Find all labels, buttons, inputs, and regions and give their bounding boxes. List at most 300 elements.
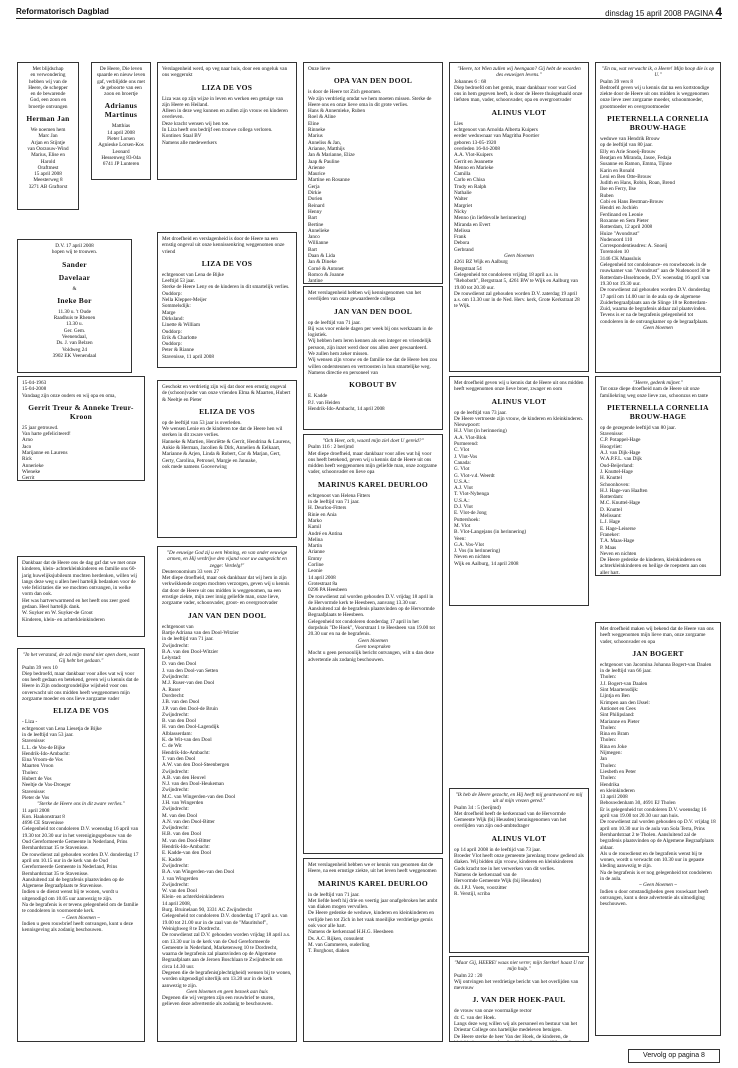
ad-eliza-line: - Liza - xyxy=(22,719,38,726)
ad-jan3-line: Wij ontvingen het verdrietige bericht van het overlijden van mevrouw xyxy=(454,978,579,992)
ad-jan-line: B. van den Dool xyxy=(162,718,197,725)
ad-pieternella-line: Elly en Arie Snoeij-Brouw xyxy=(600,148,656,155)
header-date: dinsdag 15 april 2008 xyxy=(605,9,682,18)
ad-sander-line: Ds. J. van Belzen xyxy=(56,340,93,347)
ad-herman-line: We noemen hem xyxy=(30,127,66,134)
ad-pieternella-line: Judith en Hans, Robin, Roan, Brend xyxy=(600,180,675,187)
ad-eliza-line: Hubert de Vos xyxy=(22,776,52,783)
ad-jan-line: Zwijndrecht: xyxy=(162,862,189,869)
ad-gerrit-line: 15-04-2008 xyxy=(22,386,47,393)
ad-sander-line: & xyxy=(72,285,77,292)
ad-eliza-line: Maarten Vroon xyxy=(22,763,54,770)
ad-bogert-line: Sint Maartensdijk: xyxy=(600,687,639,694)
ad-eliza3-line: Geschokt en verdrietig zijn wij dat door een ernstig ongeval de (schoon)vader van onze vrienden Elma & Maarten, Hubert & Neeltje en Pieter xyxy=(162,384,291,403)
ad-pieternella-line: Susanne en Ramon, Emma, Tijnne xyxy=(600,161,672,168)
ad-adrianus-line: Agnieske Lorsen-Kos xyxy=(98,142,144,149)
ad-opa-line: Gerja xyxy=(308,183,320,190)
ad-pieternella2-line: W.A.P.F.L. van Dijk xyxy=(600,456,642,463)
ad-liza2-line: Met droefheid en verslagenheid is door de Heere na een ernstig ongeval uit onze kennissenkring weggenomen onze vriend xyxy=(162,236,285,255)
ad-pieternella2-line: "Heere, gedenk mijner." xyxy=(633,380,683,386)
ad-alinus3-line: Broeder Vlot heeft onze gemeente jarenlang trouw gediend als diaken. Wij bidden zijn vrouw, kinderen en kleinkinderen Gods kracht toe in het verwerken van dit verlies. xyxy=(454,853,584,872)
ad-adrianus-line: Leonard xyxy=(112,148,130,155)
ad-marinus-line: Met diepe droefheid, maar dankbaar voor alles wat hij voor ons heeft betekend, geven wij u kennis dat de Heere uit ons midden heeft weggenomen mijn geliefde man, onze zorgzame vader, schoonvader en lieve opa xyxy=(308,450,437,476)
ad-alinus2-line: J. Vlot-Vos xyxy=(454,453,478,460)
ad-herman-line: en verwondering xyxy=(30,72,66,79)
ad-dank-line: Kinderen, klein- en achterkleinkinderen xyxy=(22,616,105,623)
ad-jan3-line: Psalm 22 : 20 xyxy=(454,972,483,979)
ad-pieternella-line: 3146 CK Maassluis xyxy=(600,255,641,262)
ad-alinus-line: overleden 16-04-2008 xyxy=(454,145,500,152)
ad-pieternella-line: Ruben xyxy=(600,192,614,199)
ad-marinus-line: Emmy xyxy=(308,555,322,562)
ad-jan2-line: Wij wensen zijn vrouw en de familie toe dat de Heere hen zou willen ondersteunen en vertroosten in hun smartelijke weg. xyxy=(308,357,438,370)
ad-pieternella2-line: L.J. Hage xyxy=(600,519,621,526)
ad-pieternella-line: op de leeftijd van 80 jaar. xyxy=(600,142,653,149)
ad-opa-line: Willianne xyxy=(308,240,329,247)
ad-alinus2-line: A.J. Vlot xyxy=(454,485,473,492)
ad-marinus-line: Melina xyxy=(308,536,323,543)
ad-jan2-line: P.J. van Heiden xyxy=(308,399,340,406)
ad-liza2-line: Nella Klepper-Meijer xyxy=(162,297,207,304)
ad-bogert-line: J.J. Bogert-van Daalen xyxy=(600,680,648,687)
ad-jan-line: Hendrik-Ido-Ambacht: xyxy=(162,749,210,756)
ad-gerrit-line: Annerieke xyxy=(22,462,44,469)
ad-marinus-line: "Och Heer, och, waard mijn ziel doet U gereid?" xyxy=(322,438,424,444)
ad-alinus-line: Geen bloemen xyxy=(504,253,534,260)
ad-marinus-line: 0296 PA Heesbeen xyxy=(308,587,347,594)
ad-eliza-line: 11 april 2008 xyxy=(22,807,50,814)
ad-marinus-line: MARINUS KAREL DEURLOO xyxy=(317,479,429,489)
ad-alinus3-line: ds. J.P.J. Voets, voorzitter xyxy=(454,884,507,891)
ad-eliza-line: L.L. de Vos-de Bijke xyxy=(22,744,66,751)
ad-bogert-line: De rouwdienst zal worden gehouden op D.V. vrijdag 18 april om 10.30 uur in de aula van Sola Terra, Prins Bernhardstraat 2 te Tholen. Aansluitend zal de begrafenis plaatsvinden op de Algemene Begraafplaats aldaar. xyxy=(600,819,716,851)
ad-eliza-line: Gelegenheid tot condoleren D.V. woensdag 16 april van 19.30 tot 20.30 uur in het verenigingsgebouw van de Oud Gereformeerde Gemeente in Nederland, Prins Bernhardstraat 15 te Stavenisse. xyxy=(22,826,139,852)
page-header xyxy=(16,5,722,18)
ad-jan-line: M.J. Ruser-van den Dool xyxy=(162,680,215,687)
ad-gerrit-line: Jaco xyxy=(22,443,32,450)
ad-bogert-line: Er is gelegenheid tot condoleren D.V. woensdag 16 april van 19.00 tot 20.30 uur aan huis. xyxy=(600,806,707,820)
ad-sander-line: 13.30 u. xyxy=(66,321,83,328)
ad-liza1-line: Alleen in deze weg kunnen en zullen zijn vrouw en kinderen overleven. xyxy=(162,108,288,121)
ad-jan-line: J. van den Dool-van Setten xyxy=(162,667,219,674)
ad-alinus-line: Menno (in liefdevolle herinnering) xyxy=(454,215,527,222)
ad-opa-line: Bertine xyxy=(308,221,324,228)
ad-bogert-line: Tholen: xyxy=(600,762,617,769)
ad-jan-line: N.J. van den Dool-Heukeman xyxy=(162,781,224,788)
ad-jan-line: Geen bloemen en geen bezoek aan huis xyxy=(186,988,268,995)
ad-marinus2-line: MARINUS KAREL DEURLOO xyxy=(317,878,429,888)
ad-opa-line: Hans & Annemieke, Ruben xyxy=(308,108,366,115)
ad-alinus2-line: Neven en nichten xyxy=(454,554,491,561)
continued-footer[interactable]: Vervolg op pagina 8 xyxy=(628,1049,720,1063)
ad-alinus2-line: G. Vlot xyxy=(454,466,470,473)
ad-eliza-line: ~ Geen bloemen ~ xyxy=(61,914,101,921)
ad-jan2-line: Namens directie en personeel van xyxy=(308,369,379,376)
ad-alinus2-line: ALINUS VLOT xyxy=(491,396,547,406)
ad-jan-line: A.W. van den Dool-Steenbergen xyxy=(162,762,230,769)
ad-alinus3-line: Psalm 34 : 5 (berijmd) xyxy=(454,804,501,811)
ad-jan-line: B.A. van den Dool-Witzier xyxy=(162,648,219,655)
ad-gerrit-line: Wieneke xyxy=(22,468,41,475)
ad-eliza-line: Psalm 39 vers 10 xyxy=(22,664,58,671)
ad-jan3-line: Langs deze weg willen wij als personeel en bestuur van het Driestar College ons hartelijke medeleven betuigen. xyxy=(454,1021,578,1034)
ad-marinus-line: 14 april 2008 xyxy=(308,574,336,581)
ad-eliza3-line: We wensen Lenie en de kinderen toe dat de Heere hen wil sterken in dit zware verlies. xyxy=(162,426,283,439)
ad-alinus-line: Diep bedroefd om het gemis, maar dankbaar voor wat God ons in hem gegeven heeft, is door de Heere thuisgehaald onze liefsten man, vader, schoonvader, opa en overgrootvader xyxy=(454,84,583,104)
ad-pieternella2-line: H. Knuttel xyxy=(600,475,622,482)
ad-alinus-line: Walter xyxy=(454,196,468,203)
ad-jan-line: 14 april 2008, xyxy=(162,900,191,907)
ad-pieternella2-line: Neven en nichten xyxy=(600,550,637,557)
ad-pieternella2-line: Rotterdam: xyxy=(600,494,624,501)
ad-pieternella2-line: De Heere gedenke de kinderen, kleinkinderen en achterkleinkinderen en heilige de roepstem aan ons aller hart. xyxy=(600,557,707,576)
ad-obituary-marinus-deurloo xyxy=(303,434,443,854)
ad-gerrit-line: Rick xyxy=(22,456,32,463)
ad-pieternella2-line: Oud-Beijerland: xyxy=(600,462,634,469)
ad-adrianus-line: De Heere, Die leven xyxy=(99,66,143,72)
ad-marinus-line: Geen toespraken xyxy=(355,643,391,650)
ad-adrianus-line: spaarde en nieuw leven xyxy=(96,72,146,79)
ad-jan-line: E. Kadde-van den Dool xyxy=(162,850,211,857)
paper-name: Reformatorisch Dagblad xyxy=(16,7,109,16)
ad-bogert-line: Antionet en Cees xyxy=(600,705,636,712)
ad-adrianus-line: 14 april 2008 xyxy=(107,129,135,136)
ad-marinus-line: Mocht u geen persoonlijk bericht ontvangen, wilt u dan deze advertentie als zodanig beschouwen. xyxy=(308,650,434,663)
ad-eliza3-line: ELIZA DE VOS xyxy=(199,406,255,416)
ad-bogert-line: Tholen: xyxy=(600,775,617,782)
ad-marinus-line: Grotestraat 8a xyxy=(308,580,338,587)
ad-sander-line: D.V. 17 april 2008 xyxy=(55,243,94,249)
ad-pieternella2-line: Schoonhoven: xyxy=(600,481,630,488)
ad-eliza-line: Kon. Haakonstraat 8 xyxy=(22,813,65,820)
ad-jan-line: Lelystad: xyxy=(162,655,182,662)
ad-adrianus-line: zoon en broertje xyxy=(104,91,138,98)
ad-adrianus-line: Pieter Lorsen xyxy=(107,136,135,143)
ad-sander-line: Ger. Gem. xyxy=(63,327,86,334)
ad-eliza3-line: ook mede namens Gooverwing xyxy=(162,463,227,470)
ad-alinus2-line: Puttershoek: xyxy=(454,516,480,523)
ad-alinus-line: A.A. Vlot-Kuipers xyxy=(454,152,493,159)
ad-bogert-line: Bebouwdenham 30, 4691 EJ Tholen xyxy=(600,800,676,807)
ad-opa-line: Maurice xyxy=(308,171,326,178)
ad-pieternella2-line: Franeker: xyxy=(600,531,620,538)
ad-opa-line: Janco xyxy=(308,234,320,241)
ad-obituary-pieternella-brouw-hage xyxy=(595,62,721,373)
ad-bogert-line: Liesbeth en Peter xyxy=(600,768,637,775)
ad-bogert-line: Rina en Joke xyxy=(600,743,627,750)
ad-jan-line: Zwijndrecht: xyxy=(162,787,189,794)
ad-opa-line: Arianne, Matthijs xyxy=(308,145,345,152)
ad-herman-line: van Oorzouw-Wind xyxy=(27,145,69,152)
ad-eliza-line: Stavenisse: xyxy=(22,738,46,745)
ad-liza2-line: Sommelsdijk: xyxy=(162,303,191,310)
ad-pieternella2-line: C.P. Potappel-Hage xyxy=(600,437,641,444)
ad-opa-line: Annelieke xyxy=(308,227,330,234)
ad-sander-line: Ineke Bor xyxy=(57,295,92,305)
ad-alinus2-line: Nieuwpoort: xyxy=(454,422,481,429)
ad-alinus3-line: Met droefheid heeft de kerkenraad van de Hervormde Gemeente Wijk (bij Heusden) kennisgenomen van het overlijden van zijn oud-ambtsdrager xyxy=(454,810,567,830)
ad-eliza-friends xyxy=(157,380,297,538)
ad-pieternella-line: Ferdinand en Leonie xyxy=(600,211,643,218)
ad-alinus-line: Lies xyxy=(454,120,463,127)
ad-eliza-line: Hendrik-Ido-Ambacht: xyxy=(22,750,70,757)
ad-marinus-line: Kamil xyxy=(308,524,321,531)
ad-alinus-line: Bergstraat 54 xyxy=(454,265,482,272)
ad-herman-line: broertje ontvangen xyxy=(28,103,68,110)
ad-jan2-line: JAN VAN DEN DOOL xyxy=(333,306,413,316)
ad-pieternella-line: Psalm 39 vers 8 xyxy=(600,78,633,85)
ad-pieternella2-line: Hoogvliet: xyxy=(600,443,623,450)
ad-jan3-line: "Maar Gij, HEERE! waas niet verre; mijn Sterkte! haast U tot mijn hulp." xyxy=(454,960,584,973)
ad-jan-line: J.H. van Wingerden xyxy=(162,799,204,806)
ad-jan-line: "De eeuwige God zij u een Woning, en van onder eeuwige armen, en Hij verdrijve den vijand voor uw aangezicht en zegge: Verdelg!" xyxy=(166,550,288,569)
ad-sander-line: 3902 EK Veenendaal xyxy=(52,352,97,359)
ad-herman-line: Heere, de schepper xyxy=(28,84,68,91)
ad-jan-line: echtgenoot van xyxy=(162,623,194,630)
ad-eliza-line: Eina Vroom-de Vos xyxy=(22,757,63,764)
ad-eliza-line: Pieter de Vos xyxy=(22,794,50,801)
ad-herman-line: 3271 AB Graftorst xyxy=(28,183,68,190)
ad-jan2-line: Wij hebben hem leren kennen als een integer en vriendelijk persoon, zijn inzet werd door ons allen zeer gewaardeerd. xyxy=(308,338,432,351)
header-rule xyxy=(16,18,722,19)
ad-jan3-line: dr. C. van der Hoek. xyxy=(454,1014,496,1021)
ad-jan-line: K. Kadde xyxy=(162,856,182,863)
ad-dank-line: Dankbaar dat de Heere ons de dag gaf dat we met onze kinderen, klein- achterkleinkinderen en familie ons 60-jarig huwelijksjubileum mochten herdenken, willen wij langs deze weg u allen heel hartelijk bedanken voor de vele felicitaties die we mochten ontvangen, in welke vorm dan ook. xyxy=(22,560,137,598)
ad-herman-line: hebben wij van de xyxy=(29,78,67,85)
ad-alinus3-line: Hervormde Gemeente Wijk (bij Heusden) xyxy=(454,878,541,885)
ad-liza2-line: Marge xyxy=(162,309,176,316)
ad-marinus-line: H. Deurloo-Fitters xyxy=(308,505,347,512)
ad-marinus-line: in de leeftijd van 71 jaar. xyxy=(308,499,360,506)
ad-marinus2-line: De Heere gedenke de weduwe, kinderen en kleinkinderen en verlijde hen tot Zich in het vaak moeilijke verdrietige gemis ook voor alle hart. xyxy=(308,910,435,930)
ad-jan-line: J.B. van den Dool xyxy=(162,699,200,706)
ad-jan-line: J.P. van den Dool-de Bruin xyxy=(162,705,218,712)
ad-opa-line: Onze lieve xyxy=(308,66,331,72)
ad-opa-line: Bart xyxy=(308,246,317,253)
ad-jan-line: Gelegenheid tot condoleren D.V. donderdag 17 april a.s. van 19.00 tot 21.00 uur in de zaal van de "Mauritshof", Weinighweg 8 te Dordrecht. xyxy=(162,913,288,932)
ad-opa-line: Reinard xyxy=(308,202,325,209)
ad-alinus-line: geboren 13-05-1920 xyxy=(454,139,497,146)
ad-alinus2-line: C. Vlot xyxy=(454,447,470,454)
ad-herman-line: Met blijdschap xyxy=(32,66,64,72)
ad-jan2-line: op de leeftijd van 71 jaar. xyxy=(308,319,361,326)
ad-marinus2-line: in de leeftijd van 71 jaar. xyxy=(308,891,360,898)
ad-marinus-line: Martin xyxy=(308,543,323,550)
ad-opa-line: Jan & Marianne, Elize xyxy=(308,152,355,159)
ad-obituary-alinus-vlot xyxy=(449,62,589,372)
ad-opa-line: Bart xyxy=(308,215,317,222)
ad-pieternella-line: weduwe van Hendrik Brouw xyxy=(600,136,660,143)
ad-alinus3-line: op 14 april 2008 in de leeftijd van 73 jaar. xyxy=(454,846,542,853)
ad-bogert-line: echtgenoot van Jacomina Johanna Bogert-van Daalen xyxy=(600,661,712,668)
ad-opa-line: Roel & Aline xyxy=(308,114,336,121)
ad-herman-line: Oraftmest xyxy=(37,164,59,171)
ad-eliza-line: Neeltje de Vos-Droeger xyxy=(22,782,71,789)
ad-jan-line: Dordrecht: xyxy=(162,692,185,699)
ad-jan-line: Zwijndrecht: xyxy=(162,806,189,813)
ad-liza2-line: Ouddorp: xyxy=(162,290,182,297)
ad-alinus2-line: A.A. Vlot-Blok xyxy=(454,434,487,441)
ad-birth-herman xyxy=(17,62,79,210)
ad-jan-line: D. van den Dool xyxy=(162,661,197,668)
ad-opa-line: Jan & Dineke xyxy=(308,259,337,266)
ad-pieternella-line: Huize "Avondrust" xyxy=(600,230,640,237)
ad-pieternella-line: Correspondentieadres: A. Snoeij xyxy=(600,243,668,250)
ad-sander-line: Voldweg 24 xyxy=(62,346,87,353)
ad-gerrit-line: Arno xyxy=(22,437,33,444)
ad-obituary-jan-van-den-dool xyxy=(157,546,297,1042)
ad-alinus2-line: H.J. Vlot (in herinnering) xyxy=(454,428,507,435)
ad-adrianus-line: de geboorte van een xyxy=(100,84,142,91)
ad-herman-line: Marius, Elise en xyxy=(31,152,65,159)
ad-sander-line: Sander xyxy=(62,259,87,269)
ad-eliza-line: Stavenisse: xyxy=(22,788,46,795)
ad-adrianus-line: Matthias xyxy=(111,123,131,130)
ad-marinus2-line: Met verslagenheid hebben we er kennis van genomen dat de Heere, na een ernstige ziekte, uit het leven heeft weggenomen xyxy=(308,862,437,875)
ad-pieternella-line: De rouwdienst zal gehouden worden D.V. donderdag 17 april om 14.00 uur in de aula op de algemene Zuiderbegraafplaats aan de Slinge 18 te Rotterdam-Zuid, waarna de begrafenis aldaar zal plaatsvinden. xyxy=(600,287,710,313)
ad-liza2-line: Ouddorp: xyxy=(162,328,182,335)
ad-pieternella2-line: J. Knuttel-Hage xyxy=(600,468,633,475)
ad-gerrit-line: 25 jaar getrouwd. xyxy=(22,424,59,431)
ad-jan3-line: De Heere sterke de heer Van der Hoek, de kinderen, de xyxy=(454,1033,568,1040)
ad-alinus2-line: J. Vos (in herinnering) xyxy=(454,548,501,555)
ad-jan2-line: KOBOUT BV xyxy=(349,380,397,390)
ad-jan-line: Zwijndrecht: xyxy=(162,881,189,888)
ad-liza2-line: Peter & Rianne xyxy=(162,347,194,354)
ad-jan3-line: J. VAN DER HOEK-PAUL xyxy=(472,995,566,1005)
ad-liza2-line: Leeftijd 53 jaar. xyxy=(162,278,195,285)
ad-bogert-line: JAN BOGERT xyxy=(632,648,684,658)
page-number: 4 xyxy=(715,5,722,19)
ad-jan-line: A. Ruser xyxy=(162,686,181,693)
ad-liza2-line: Dirksland: xyxy=(162,315,184,322)
ad-alinus3-line: "Ik heb de Heere gezocht, en Hij heeft mij geantwoord en mij uit al mijn vrezen gered." xyxy=(455,792,583,805)
ad-jan2-line: Met verslagenheid hebben wij kennisgenomen van het overlijden van onze gewaardeerde collega xyxy=(308,290,421,303)
ad-alinus-kerkenraad xyxy=(449,788,589,953)
ad-alinus-line: Nathalie xyxy=(454,190,472,197)
ad-opa-line: Henny xyxy=(308,208,322,215)
ad-bogert-line: Hendrika xyxy=(600,781,620,788)
ad-alinus2-line: T. Vlot-Nybenga xyxy=(454,491,489,498)
ad-marinus-line: Gelegenheid tot condoleren donderdag 17 april in het dorpshuis "De Hoek", Voorstraat 1 te Heesbeen van 19.00 tot 20.30 uur en na de begrafenis. xyxy=(308,618,435,638)
ad-alinus-line: Camilla xyxy=(454,171,471,178)
ad-bogert-line: Lijntja en Ben xyxy=(600,693,630,700)
ad-alinus2-line: Purmerend: xyxy=(454,441,479,448)
ad-opa-line: Jantine xyxy=(308,278,323,284)
ad-adrianus-line: Hessenweg 83-04a xyxy=(101,154,141,161)
ad-jan-line: M. van den Dool-Bitter xyxy=(162,837,211,844)
ad-eliza-line: ELIZA DE VOS xyxy=(53,706,109,716)
ad-marinus2-line: Namens de kerkenraad H.H.G. Heesbeen xyxy=(308,929,394,936)
ad-anniversary-treur xyxy=(17,376,145,481)
ad-alinus-line: Miranda en Evert xyxy=(454,221,491,228)
ad-eliza-line: "Sterke de Heere ons in dit zware verlies." xyxy=(37,801,125,808)
ad-alinus-line: Nicky xyxy=(454,208,467,215)
ad-opa-line: is door de Heere tot Zich genomen. xyxy=(308,89,382,96)
ad-pieternella2-line: H.J. Hage-van Haaften xyxy=(600,487,648,494)
ad-eliza-line: Na de begrafenis is er tevens gelegenheid om de familie te condoleren in voornoemde kerk. xyxy=(22,901,139,915)
ad-pieternella-line: Hendri en Jochién xyxy=(600,205,638,212)
ad-eliza-line: echtgenoot van Lena Liesetja de Bijke xyxy=(22,725,102,732)
ad-opa-line: Eline xyxy=(308,120,319,127)
ad-eliza-line: in de leeftijd van 53 jaar. xyxy=(22,731,74,738)
ad-marinus-line: Rinie en Ania xyxy=(308,511,337,518)
ad-pieternella2-line: A.J. van Dijk-Hage xyxy=(600,450,641,457)
ad-alinus-line: Melissa xyxy=(454,227,471,234)
ad-pieternella-line: Nudenoord 110 xyxy=(600,236,633,243)
ad-alinus2-line: U.S.A.: xyxy=(454,478,470,485)
ad-bogert-line: 13 april 2008 xyxy=(600,794,628,801)
ad-jan-line: M.C. van Wingerden-van den Dool xyxy=(162,793,236,800)
ad-alinus2-line: Veen: xyxy=(454,535,466,542)
ad-gerrit-line: 15-04-1963 xyxy=(22,380,47,386)
ad-bogert-line: Met droefheid maken wij bekend dat de Heere van ons heeft weggenomen mijn lieve man, onze zorgzame vader, schoonvader en opa xyxy=(600,626,714,645)
ad-obituary-jan-bogert xyxy=(595,622,721,1036)
ad-opa-line: Rinneke xyxy=(308,127,326,134)
ad-eliza-line: Diep bedroefd, maar dankbaar voor alles wat wij voor ons heeft gedaan en betekend, geven wij u kennis dat de Heere in Zijn ondoorgrondelijke wijsheid voor ons onverwacht uit ons midden heeft weggenomen mijn zorgzame moeder en ons lieve zorgzame vader xyxy=(22,670,139,703)
ad-liza1-line: Verslagenheid werd, op veg naar huis, door een ongeluk van ons weggerukt xyxy=(162,66,288,79)
ad-opa-line: Arienne xyxy=(308,164,325,171)
ad-jan-line: Hendrik-Ido-Ambacht: xyxy=(162,844,210,851)
ad-pieternella2-line: op de gezegende leeftijd van 80 jaar. xyxy=(600,424,676,431)
ad-alinus-line: "Heere, tot Wien zullen wij heengaan? Gij hebt de woorden des eeuwigen levens." xyxy=(457,66,581,79)
ad-jan-line: C. de Wit xyxy=(162,743,182,750)
ad-bogert-line: Krimpen aan den IJssel: xyxy=(600,699,650,706)
ad-pieternella2-line: Melissant: xyxy=(600,513,622,520)
ad-alinus3-line: ALINUS VLOT xyxy=(491,833,547,843)
ad-alinus2-line: Met droefheid geven wij u kennis dat de Heere uit ons midden heeft weggenomen onze lieve broer, zwager en oom xyxy=(454,380,584,393)
ad-alinus2-line: U.S.A.: xyxy=(454,497,470,504)
ad-pieternella-line: Geen bloemen xyxy=(643,324,673,331)
ad-alinus2-line: D.J. Vlot xyxy=(454,504,473,511)
ad-jan-line: Klein- en achterkleinkinderen xyxy=(162,894,224,901)
ad-alinus-line: Carlo en Chisa xyxy=(454,177,485,184)
ad-bogert-line: Marianne en Pieter xyxy=(600,718,640,725)
ad-herman-line: 15 april 2008 xyxy=(34,171,62,178)
ad-jan-line: Alblasserdam: xyxy=(162,730,192,737)
ad-pieternella-line: Gelegenheid tot condoleance- en rouwbezoek in de rouwkamer van "Avondrust" aan de Nudenoord 30 te Rotterdam-IJsselmonde, D.V. woensdag 16 april van 19.30 tot 19.30 uur. xyxy=(600,262,711,287)
ad-jan-line: Deuteronomium 33 vers 27 xyxy=(162,568,219,575)
ad-liza2-line: Ouddorp: xyxy=(162,341,182,348)
ad-bogert-line: Als u de rouwdienst en de begrafenis wenst bij te wonen, wordt u verwacht om 10.30 uur in gepaste kleding aanwezig te zijn. xyxy=(600,850,705,870)
ad-alinus-line: Gelegenheid tot condoleren vrijdag 18 april a.s. in "Rehoboth", Bergstraat 5, 4261 BW te Wijk en Aalburg van 19.00 tot 20.30 uur. xyxy=(454,271,578,291)
ad-eliza3-line: op de leeftijd van 53 jaar is overleden. xyxy=(162,419,242,426)
ad-alinus2-line: E. Vlot-de Jong xyxy=(454,510,487,517)
ad-alinus-line: Menno en Marieke xyxy=(454,164,494,171)
ad-pieternella-line: "En nu, wat verwacht ik, o Heere! Mijn hoop die is op U." xyxy=(601,66,715,79)
ad-alinus-line: ALINUS VLOT xyxy=(491,107,547,117)
ad-liza1-line: In Liza heeft ons bedrijf een trouwe collega verloren. xyxy=(162,127,273,134)
ad-marinus2-line: Ds. A.C. Rijken, consulent xyxy=(308,935,364,942)
ad-bogert-line: en kleinkinderen xyxy=(600,787,635,794)
ad-marinus2-line: Met liefde heeft hij drie en veertig jaar onafgebroken het ambt van diaken mogen vervullen. xyxy=(308,897,438,911)
ad-sander-line: Raadhuis te Rhenen xyxy=(53,315,96,322)
ad-marinus-line: Leonie xyxy=(308,568,323,575)
ad-dank-line: W. Suyker en W. Suyker-de Groot xyxy=(22,610,93,617)
ad-marinus-line: Aansluitend zal de begrafenis plaatsvinden op de Hervormde Begraafplaats te Heesbeen. xyxy=(308,606,435,619)
ad-marinus-line: Psalm 116 : 2 berijmd xyxy=(308,444,354,451)
ad-herman-line: Meesterweg 8 xyxy=(33,177,63,184)
ad-bogert-line: Tholen: xyxy=(600,724,617,731)
ad-herman-line: Arjan en Stijntje xyxy=(30,139,66,146)
ad-jan-line: J. van Wingerden xyxy=(162,875,199,882)
ad-gerrit-line: Van harte gefeliciteerd! xyxy=(22,431,71,438)
ad-jan3-line: de vrouw van onze voormalige rector xyxy=(454,1008,532,1015)
ad-marinus2-line: T. Burghout, diaken xyxy=(308,948,350,955)
ad-marinus-kerkenraad xyxy=(303,858,443,1042)
ad-pieternella-line: Ilse en Ferry, Ilse xyxy=(600,186,636,193)
ad-liza1-line: Namens alle medewerkers xyxy=(162,139,217,146)
